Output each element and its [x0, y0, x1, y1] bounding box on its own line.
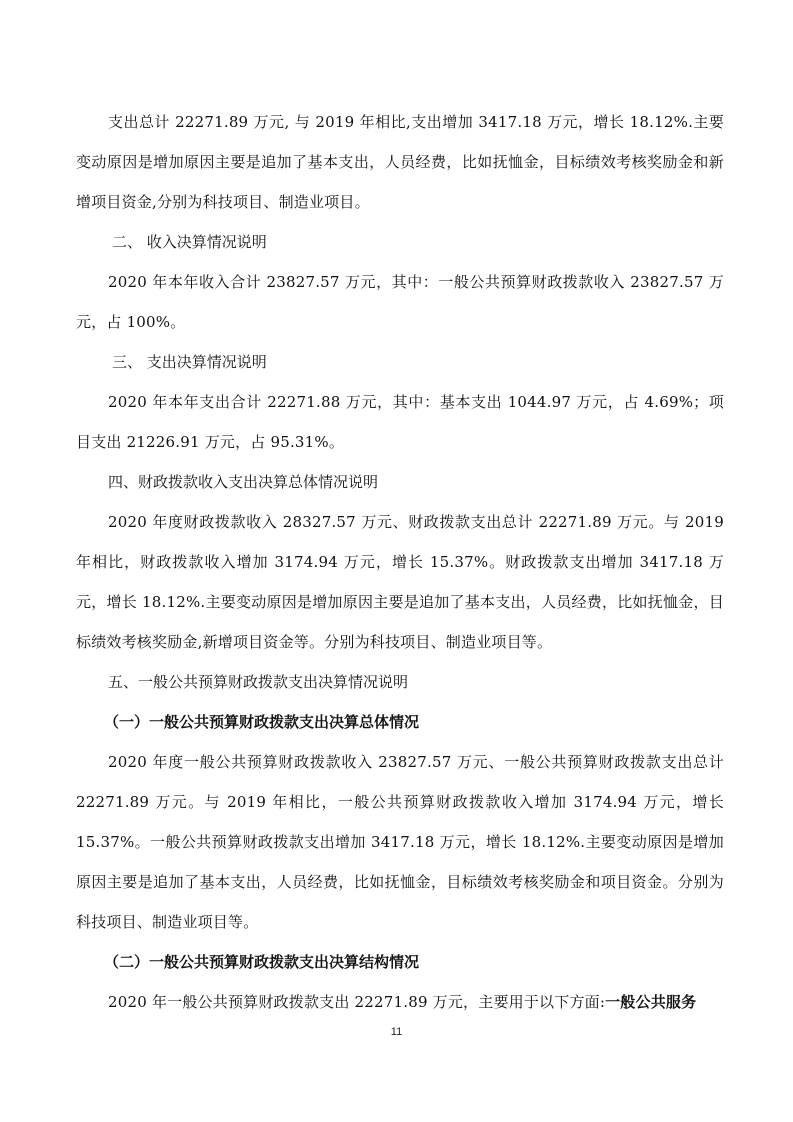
- paragraph-bold-text: 一般公共服务: [605, 993, 697, 1011]
- paragraph-fiscal-overview: 2020 年度财政拨款收入 28327.57 万元、财政拨款支出总计 22271.89 万元。与 2019 年相比，财政拨款收入增加 3174.94 万元，增长 15.37%。财政拨款支出增加 3417.18 万元，增长 18.12%.主要变动原因是增加原因主要是追加了基本支出，人员经费，比如抚恤金，目标绩效考核奖励金,新增项目资金等。分别为科技项目、制造业项目等。: [76, 513, 724, 651]
- paragraph-expenditure-total: [76, 102, 724, 222]
- paragraph-text: 支出总计 22271.89 万元, 与 2019 年相比,支出增加 3417.18 万元，增长 18.12%.主要变动原因是增加原因主要是追加了基本支出，人员经费，比如抚恤金，目标绩效考核奖励金和新增项目资金,分别为科技项目、制造业项目。: [76, 113, 724, 211]
- paragraph-income: 2020 年本年收入合计 23827.57 万元，其中：一般公共预算财政拨款收入 23827.57 万元，占 100%。: [76, 273, 724, 331]
- paragraph-text: 2020 年一般公共预算财政拨款支出 22271.89 万元，主要用于以下方面:: [108, 993, 606, 1011]
- page-number: 11: [390, 1026, 403, 1038]
- heading-expenditure-section: 三、 支出决算情况说明: [112, 353, 267, 371]
- heading-fiscal-overview: 四、财政拨款收入支出决算总体情况说明: [108, 473, 379, 491]
- heading-general-budget: 五、一般公共预算财政拨款支出决算情况说明: [108, 673, 409, 691]
- paragraph-general-budget-structure: [76, 982, 724, 1022]
- subheading-general-budget-overall: （一）一般公共预算财政拨款支出决算总体情况: [104, 713, 420, 731]
- subheading-general-budget-structure: （二）一般公共预算财政拨款支出决算结构情况: [104, 953, 420, 971]
- paragraph-expenditure: 2020 年本年支出合计 22271.88 万元，其中：基本支出 1044.97 万元，占 4.69%；项目支出 21226.91 万元，占 95.31%。: [76, 393, 724, 451]
- heading-income-section: 二、 收入决算情况说明: [112, 233, 267, 251]
- paragraph-general-budget-overall: 2020 年度一般公共预算财政拨款收入 23827.57 万元、一般公共预算财政拨款支出总计 22271.89 万元。与 2019 年相比，一般公共预算财政拨款收入增加 3174.94 万元，增长 15.37%。一般公共预算财政拨款支出增加 3417.18 万元，增长 18.12%.主要变动原因是增加原因主要是追加了基本支出，人员经费，比如抚恤金，目标绩效考核奖励金和项目资金。分别为科技项目、制造业项目等。: [76, 753, 724, 931]
